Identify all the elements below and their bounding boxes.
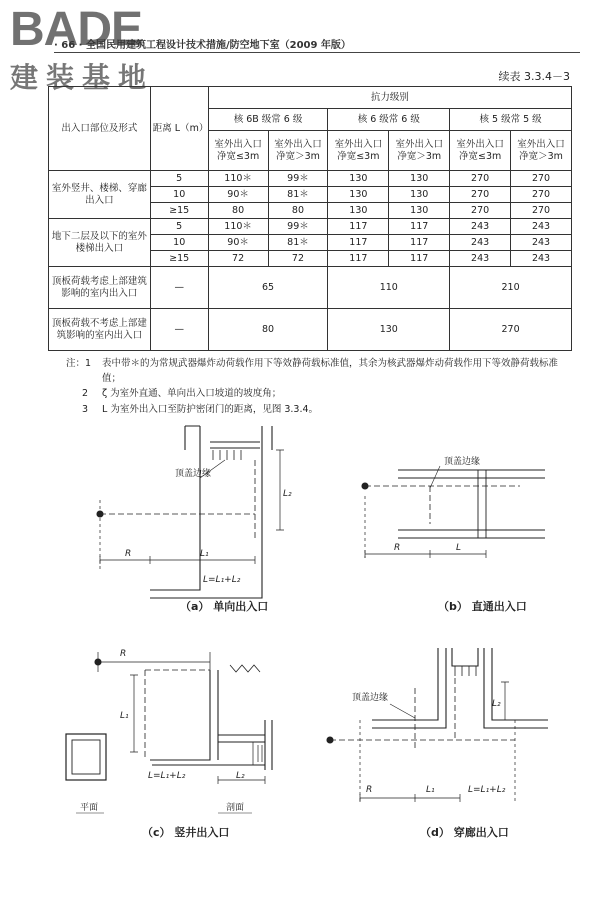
pivot-point-icon [362, 483, 368, 489]
group-label: 室外竖井、楼梯、穿廊出入口 [49, 171, 151, 219]
caption-a: （a） 单向出入口 [180, 600, 269, 613]
note-prefix: 3 [81, 403, 88, 415]
dist-cell: 10 [150, 187, 208, 203]
dist-cell: 5 [150, 219, 208, 235]
value-cell: 130 [389, 171, 450, 187]
header-distance: 距离 L（m） [150, 87, 208, 171]
note-text: ζ 为室外直通、单向出入口坡道的坡度角； [102, 388, 282, 400]
value-cell: 243 [511, 251, 572, 267]
formula-label: L=L₁+L₂ [468, 785, 506, 795]
value-cell: 130 [328, 309, 450, 351]
dim-r-label: R [394, 543, 401, 553]
dim-l-label: L [456, 543, 462, 553]
value-cell: 130 [328, 171, 389, 187]
logo-text-en: BADE [10, 3, 143, 56]
header-rule [54, 52, 580, 53]
value-cell: 270 [450, 203, 511, 219]
value-cell: 81＊ [268, 187, 328, 203]
caption-b: （b） 直通出入口 [438, 600, 527, 613]
value-cell: 243 [511, 235, 572, 251]
value-cell: 270 [450, 309, 572, 351]
dist-cell: 10 [150, 235, 208, 251]
dist-cell: — [150, 267, 208, 309]
level-label: 核 6 级常 6 级 [328, 109, 450, 131]
edge-label: 顶盖边缘 [444, 457, 481, 467]
dim-l2-label: L₂ [283, 489, 292, 499]
value-cell: 117 [389, 251, 450, 267]
dist-cell: — [150, 309, 208, 351]
diagram-corridor [327, 648, 548, 802]
note-text: 表中带＊的为常规武器爆炸动荷载作用下等效静荷载标准值，其余为核武器爆炸动荷载作用下等效静荷载标准值； [102, 358, 559, 385]
row-label: 顶板荷载不考虑上部建筑影响的室内出入口 [49, 309, 151, 351]
dim-l2-label: L₂ [492, 699, 501, 709]
table-row [49, 267, 572, 309]
value-cell: 110＊ [208, 219, 268, 235]
level-label: 核 5 级常 5 级 [450, 109, 572, 131]
value-cell: 80 [208, 309, 328, 351]
note-prefix: 2 [81, 388, 88, 400]
row-label: 顶板荷载考虑上部建筑影响的室内出入口 [49, 267, 151, 309]
value-cell: 117 [328, 219, 389, 235]
value-cell: 117 [328, 251, 389, 267]
logo-text-cn: 建装基地 [10, 61, 155, 94]
page-header: · 66 · 全国民用建筑工程设计技术措施/防空地下室（2009 年版） [54, 40, 351, 51]
note-text: L 为室外出入口至防护密闭门的距离，见图 3.3.4。 [102, 403, 319, 415]
level-label: 核 6B 级常 6 级 [208, 109, 328, 131]
value-cell: 243 [511, 219, 572, 235]
table-notes [66, 356, 576, 417]
value-cell: 99＊ [268, 171, 328, 187]
value-cell: 72 [208, 251, 268, 267]
dim-l2-label: L₂ [236, 771, 245, 781]
dist-cell: ≥15 [150, 203, 208, 219]
table-row [49, 309, 572, 351]
edge-label: 顶盖边缘 [175, 469, 212, 479]
dist-cell: 5 [150, 171, 208, 187]
header-entrance: 出入口部位及形式 [49, 87, 151, 171]
caption-c: （c） 竖井出入口 [142, 826, 230, 839]
table-header-row [49, 87, 572, 109]
entrance-diagrams [0, 420, 600, 870]
value-cell: 90＊ [208, 235, 268, 251]
formula-label: L=L₁+L₂ [148, 771, 186, 781]
section-label: 剖面 [226, 803, 245, 813]
dim-l1-label: L₁ [200, 549, 209, 559]
value-cell: 130 [389, 203, 450, 219]
header-level: 抗力级别 [208, 87, 571, 109]
edge-label: 顶盖边缘 [352, 693, 389, 703]
value-cell: 72 [268, 251, 328, 267]
value-cell: 81＊ [268, 235, 328, 251]
table-caption: 续表 3.3.4－3 [498, 70, 570, 83]
diagram-single-direction [97, 426, 292, 598]
dim-r-label: R [366, 785, 373, 795]
diagram-straight-through [362, 455, 545, 558]
value-cell: 130 [389, 187, 450, 203]
value-cell: 270 [511, 203, 572, 219]
value-cell: 110＊ [208, 171, 268, 187]
caption-d: （d） 穿廊出入口 [420, 826, 509, 839]
value-cell: 210 [450, 267, 572, 309]
note-prefix: 注：1 [66, 358, 92, 369]
note-item [66, 402, 576, 417]
dim-r-label: R [120, 649, 127, 659]
value-cell: 270 [511, 187, 572, 203]
value-cell: 117 [389, 219, 450, 235]
value-cell: 243 [450, 235, 511, 251]
value-cell: 117 [389, 235, 450, 251]
formula-label: L=L₁+L₂ [203, 575, 241, 585]
width-label: 室外出入口 净宽＞3m [511, 131, 572, 171]
dim-l1-label: L₁ [426, 785, 435, 795]
table-row [49, 171, 572, 187]
value-cell: 90＊ [208, 187, 268, 203]
value-cell: 270 [450, 171, 511, 187]
value-cell: 80 [208, 203, 268, 219]
diagram-shaft [66, 649, 272, 813]
pivot-point-icon [327, 737, 333, 743]
value-cell: 110 [328, 267, 450, 309]
width-label: 室外出入口 净宽＞3m [389, 131, 450, 171]
table-row [49, 219, 572, 235]
width-label: 室外出入口 净宽≤3m [328, 131, 389, 171]
value-cell: 243 [450, 251, 511, 267]
value-cell: 117 [328, 235, 389, 251]
value-cell: 130 [328, 203, 389, 219]
width-label: 室外出入口 净宽＞3m [268, 131, 328, 171]
width-label: 室外出入口 净宽≤3m [208, 131, 268, 171]
value-cell: 243 [450, 219, 511, 235]
note-item [66, 356, 576, 386]
dim-r-label: R [125, 549, 132, 559]
note-item [66, 386, 576, 401]
value-cell: 270 [511, 171, 572, 187]
value-cell: 80 [268, 203, 328, 219]
dist-cell: ≥15 [150, 251, 208, 267]
width-label: 室外出入口 净宽≤3m [450, 131, 511, 171]
value-cell: 130 [328, 187, 389, 203]
value-cell: 99＊ [268, 219, 328, 235]
load-table [48, 86, 572, 351]
value-cell: 270 [450, 187, 511, 203]
plan-label: 平面 [80, 803, 99, 813]
group-label: 地下二层及以下的室外楼梯出入口 [49, 219, 151, 267]
dim-l1-label: L₁ [120, 711, 129, 721]
value-cell: 65 [208, 267, 328, 309]
